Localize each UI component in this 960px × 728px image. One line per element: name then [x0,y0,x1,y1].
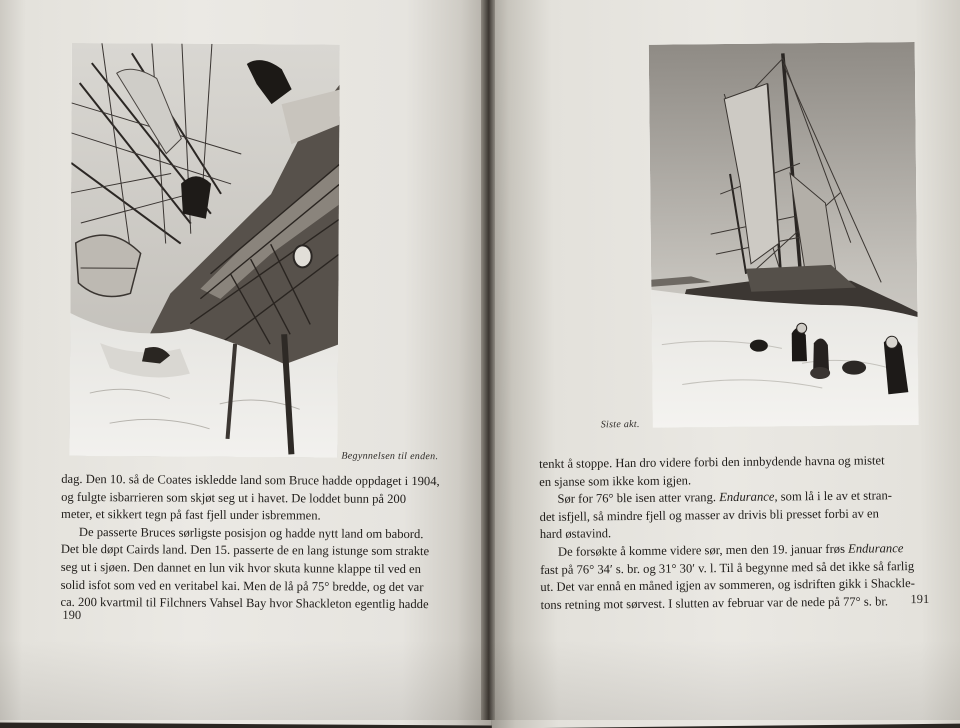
text-line: hard østavind. [540,522,932,544]
text-span: , som lå i le av et stran- [774,488,892,503]
text-line: og fulgte isbarrieren som skjøt seg ut i havet. De loddet bunn på 200 [61,488,455,508]
text-span: De forsøkte å komme videre sør, men den 19. januar frøs [558,542,848,559]
text-line: De passerte Bruces sørligste posisjon og hadde nytt land om babord. [61,524,455,544]
right-body-text [539,452,933,614]
text-line: seg ut i sjøen. Den dannet en lun vik hvor skuta kunne klappe til ved en [61,559,455,579]
right-page [484,0,960,728]
text-line: ca. 200 kvartmil til Filchners Vahsel Bay hvor Shackleton egentlig hadde [60,594,454,614]
text-line: Det ble døpt Cairds land. Den 15. passerte de en lang istunge som strakte [61,541,455,561]
paragraph [60,524,455,614]
page-number: 190 [62,608,81,623]
book-spine-gutter [481,0,495,720]
text-line: en sjanse som ikke kom igjen. [539,469,931,491]
text-line: solid isfot som ved en veritabel kai. Men de lå på 75° bredde, og det var [61,576,455,596]
photo-caption: Siste akt. [601,419,640,430]
paragraph [539,452,931,491]
text-span: Sør for 76° ble isen atter vrang. [557,490,719,506]
left-body-text [60,471,455,614]
text-line: meter, et sikkert tegn på fast fjell under isbremmen. [61,506,455,526]
text-line: fast på 76° 34′ s. br. og 31° 30′ v. l. Til å begynne med så det ikke så farlig [540,557,932,579]
endurance-ship-photo [649,42,919,428]
ship-name: Endurance [848,541,903,556]
paragraph [539,487,932,544]
photo-caption: Begynnelsen til enden. [341,451,438,463]
text-line: dag. Den 10. så de Coates iskledde land som Bruce hadde oppdaget i 1904, [61,471,455,491]
text-line: det isfjell, så mindre fjell og masser av drivis bli presset forbi av en [540,505,932,527]
paragraph [540,540,933,614]
paragraph [61,471,455,526]
ship-in-ice-photo [69,43,340,458]
text-line: tons retning mot sørvest. I slutten av februar var de nede på 77° s. br. [540,593,932,615]
ship-name: Endurance [719,490,774,505]
text-line: ut. Det var ennå en måned igjen av sommeren, og isdriften gikk i Shackle- [540,575,932,597]
text-line: tenkt å stoppe. Han dro videre forbi den innbydende havna og mistet [539,452,931,474]
page-number: 191 [910,592,929,607]
